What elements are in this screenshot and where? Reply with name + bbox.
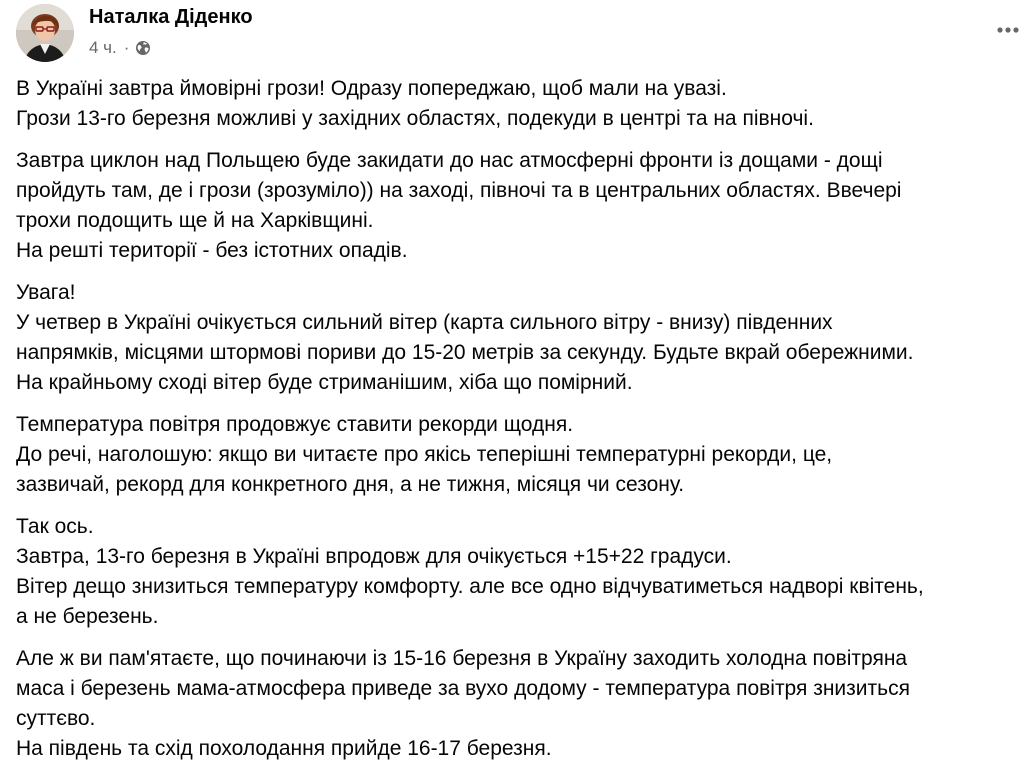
more-horizontal-icon <box>996 26 1020 34</box>
post-text-line: трохи подощить ще й на Харківщині. <box>16 209 374 232</box>
post-text-line: суттєво. <box>16 707 96 730</box>
post-text-line: маса і березень мама-атмосфера приведе за вухо додому - температура повітря знизиться <box>16 677 910 700</box>
post-paragraph <box>16 74 1031 134</box>
post-meta <box>89 38 151 58</box>
post-text-line: На південь та схід похолодання прийде 16-17 березня. <box>16 737 552 760</box>
post-text-line: Увага! <box>16 281 76 304</box>
avatar-photo <box>16 4 74 62</box>
post-header <box>0 0 1031 70</box>
post-paragraph <box>16 644 1031 764</box>
post-paragraph <box>16 410 1031 500</box>
post-text-line: На крайньому сході вітер буде стриманішим, хіба що помірний. <box>16 371 633 394</box>
more-options-button[interactable] <box>990 12 1026 48</box>
post-paragraph <box>16 278 1031 398</box>
post-text-line: Але ж ви пам'ятаєте, що починаючи із 15-16 березня в Україну заходить холодна повітряна <box>16 647 908 670</box>
post-paragraph <box>16 512 1031 632</box>
post-text-line: До речі, наголошую: якщо ви читаєте про якісь теперішні температурні рекорди, це, <box>16 443 833 466</box>
author-name[interactable]: Наталка Діденко <box>89 6 253 28</box>
post-text-line: В Україні завтра ймовірні грози! Одразу попереджаю, щоб мали на увазі. <box>16 77 727 100</box>
avatar[interactable] <box>16 4 74 62</box>
post-text-line: Завтра циклон над Польщею буде закидати до нас атмосферні фронти із дощами - дощі <box>16 149 883 172</box>
post-timestamp[interactable]: 4 ч. <box>89 38 117 57</box>
post-paragraph <box>16 146 1031 266</box>
post-text-line: У четвер в Україні очікується сильний вітер (карта сильного вітру - внизу) південних <box>16 311 833 334</box>
post-text-line: Температура повітря продовжує ставити рекорди щодня. <box>16 413 574 436</box>
post-text-line: а не березень. <box>16 605 159 628</box>
post-text-line: напрямків, місцями штормові пориви до 15-20 метрів за секунду. Будьте вкрай обережними. <box>16 341 914 364</box>
globe-icon[interactable] <box>135 40 151 56</box>
post-text-line: Так ось. <box>16 515 94 538</box>
meta-separator: · <box>123 38 130 57</box>
post-text <box>16 74 1031 776</box>
post-text-line: На решті території - без істотних опадів. <box>16 239 408 262</box>
post-text-line: Вітер дещо знизиться температуру комфорту. але все одно відчуватиметься надворі квітень, <box>16 575 924 598</box>
post-text-line: Завтра, 13-го березня в Україні впродовж для очікується +15+22 градуси. <box>16 545 732 568</box>
post-text-line: пройдуть там, де і грози (зрозуміло)) на заході, півночі та в центральних областях. Ввечері <box>16 179 902 202</box>
post-text-line: Грози 13-го березня можливі у західних областях, подекуди в центрі та на півночі. <box>16 107 814 130</box>
post-text-line: зазвичай, рекорд для конкретного дня, а не тижня, місяця чи сезону. <box>16 473 685 496</box>
